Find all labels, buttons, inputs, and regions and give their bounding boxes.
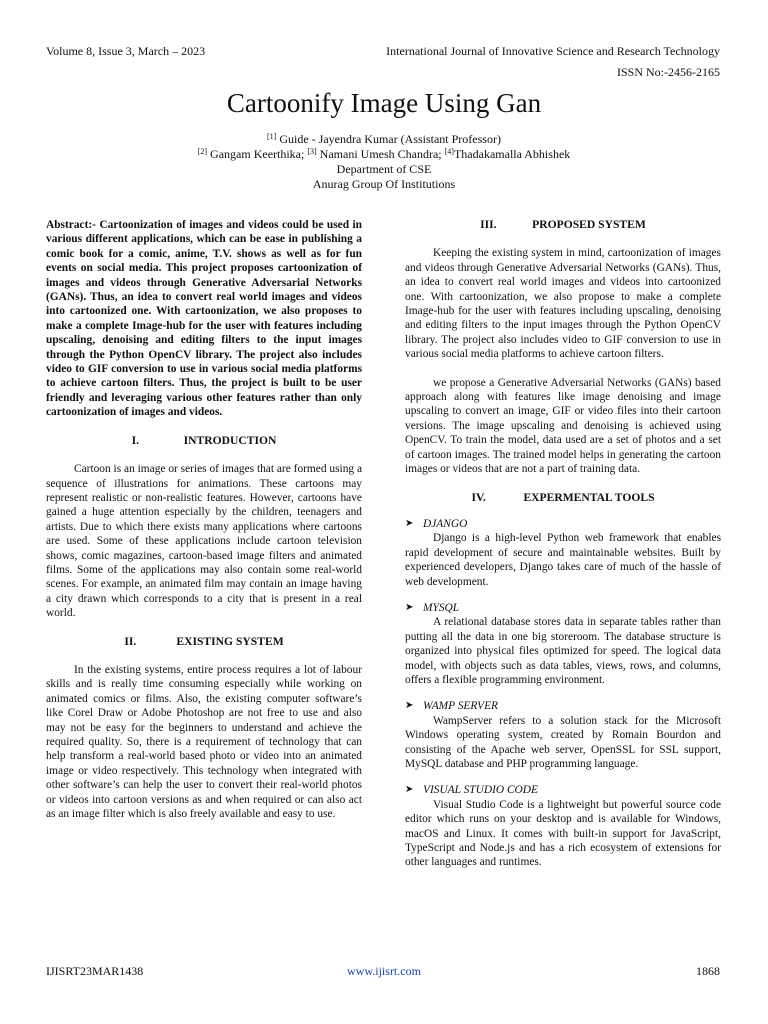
proposed-system-paragraph-1: Keeping the existing system in mind, cartoonization of images and videos through Generative Adversarial Networks (GANs). Thus, an idea to convert real world images and videos into cartoonized one. With cartoonization, we also propose to make a complete Image-hub for the user with features including upscaling, denoising and editing filters to the input images through the Python OpenCV library. The project also includes video to GIF conversion to use in various social media platforms to achieve cartoon filters. (405, 247, 721, 361)
section-heading-proposed-system (405, 218, 721, 232)
guide-line (0, 132, 768, 147)
author-2: Gangam Keerthika; (207, 147, 308, 161)
authors-line (0, 147, 768, 162)
tool-name: WAMP SERVER (423, 700, 499, 713)
arrowhead-bullet-icon: ➤ (405, 784, 414, 796)
page-number: 1868 (696, 964, 720, 978)
issn: ISSN No:-2456-2165 (616, 65, 720, 79)
tool-description: A relational database stores data in separate tables rather than putting all the data in one big storeroom. The database structure is organized into physical files optimized for speed. The logical data model, with objects such as data tables, views, rows, and columns, offers a flexible programming environment. (405, 616, 721, 686)
guide-name: Guide - Jayendra Kumar (Assistant Professor) (276, 132, 501, 146)
section-heading-tools (405, 491, 721, 505)
abstract: Abstract:- Cartoonization of images and videos could be used in various different applications, which can be ease in publishing a comic book for a comic, anime, T.V. shows as well as for fun events on social media. This project proposes cartoonization of images and videos through Generative Adversarial Networks (GANs). Thus, an idea to convert real world images and videos into cartoonized one. With cartoonization, we also proposes to make a complete Image-hub for the user with features including upscaling, denoising and editing filters to the input images through the Python OpenCV library. The project also includes video to GIF conversion to use in various social media platforms to achieve cartoon filters. Thus, the project is built to be user friendly and leveraging various other features rather than only cartoonization of images and videos. (46, 219, 362, 419)
arrowhead-bullet-icon: ➤ (405, 517, 414, 529)
author-4: Thadakamalla Abhishek (453, 147, 571, 161)
left-column (46, 218, 362, 821)
tool-description: WampServer refers to a solution stack for the Microsoft Windows operating system, created by Romain Bourdon and consisting of the Apache web server, OpenSSL for SSL support, MySQL database and PHP programming language. (405, 714, 721, 770)
author-ref-2: [2] (197, 147, 208, 156)
tool-heading (405, 699, 721, 713)
tool-description: Django is a high-level Python web framework that enables rapid development of secure and maintainable websites. Built by experienced developers, Django takes care of much of the hassle of web development. (405, 532, 721, 588)
section-title: PROPOSED SYSTEM (532, 218, 646, 231)
paper-id: IJISRT23MAR1438 (46, 964, 144, 978)
arrowhead-bullet-icon: ➤ (405, 700, 414, 712)
section-number: I. (131, 433, 140, 447)
tool-description: Visual Studio Code is a lightweight but powerful source code editor which runs on your desktop and is available for Windows, macOS and Linux. It comes with built-in support for JavaScript, TypeScript and Node.js and has a rich ecosystem of extensions for other languages and runtimes. (405, 798, 721, 869)
section-number: IV. (471, 490, 486, 504)
volume-info: Volume 8, Issue 3, March – 2023 (46, 44, 206, 58)
author-block (0, 132, 768, 192)
tool-item-mysql (405, 601, 721, 687)
author-ref-3: [3] (307, 147, 317, 156)
tool-name: DJANGO (423, 517, 468, 530)
arrowhead-bullet-icon: ➤ (405, 601, 414, 613)
section-heading-introduction (46, 434, 362, 448)
author-ref-1: [1] (267, 132, 277, 141)
section-number: II. (124, 634, 137, 648)
section-number: III. (480, 218, 497, 231)
tool-item-django (405, 517, 721, 589)
author-ref-4: [4] (444, 147, 454, 156)
introduction-paragraph: Cartoon is an image or series of images that are formed using a sequence of illustrations for animations. These cartoons may represent realistic or non-realistic features. However, cartoons have gained a huge attention especially by the children, teenagers and artists. Due to which there exists many applications where cartoons are used. Some of these applications include cartoon television shows, comic magazines, cartoon-based image filters and animated films. Some of the applications may also contain some real-world scenes. For example, an animated film may contain an image having a city drawn which corresponds to a city that is present in a real world. (46, 463, 362, 620)
institution: Anurag Group Of Institutions (312, 177, 456, 191)
website-link[interactable]: www.ijisrt.com (347, 964, 421, 978)
section-title: EXISTING SYSTEM (176, 634, 284, 648)
section-title: EXPERMENTAL TOOLS (523, 490, 655, 504)
existing-system-paragraph: In the existing systems, entire process requires a lot of labour skills and is really time consuming especially while working on animated comics or films. Also, the existing computer software’s like Corel Draw or Adobe Photoshop are not free to use and also may not be easy for the beginners to understand and achieve the required quality. So, there is a requirement of technology that can help transform a real-world based photo or video into an animated image or video respectively. This technology when integrated with other software’s can help the user to convert their real-world photos or videos into cartoon versions as and when required or can also act as an image filter which is also freely available and easy to use. (46, 663, 362, 821)
tool-name: VISUAL STUDIO CODE (423, 784, 538, 797)
journal-name: International Journal of Innovative Science and Research Technology (386, 44, 720, 58)
right-column (405, 218, 721, 870)
section-title: INTRODUCTION (183, 433, 277, 447)
tool-name: MYSQL (423, 601, 460, 614)
tool-heading (405, 783, 721, 797)
tool-heading (405, 601, 721, 615)
tool-item-wamp-server (405, 699, 721, 771)
department: Department of CSE (336, 162, 432, 176)
author-3: Namani Umesh Chandra; (316, 147, 445, 161)
section-heading-existing-system (46, 635, 362, 649)
proposed-system-paragraph-2: we propose a Generative Adversarial Networks (GANs) based approach along with features like image denoising and image upscaling to convert an image, GIF or video files into their cartoon versions. The image upscaling and denoising is achieved using OpenCV. To train the model, data used are a set of photos and a set of cartoon images. The trained model helps in generating the cartoon images or videos that are not a part of training data. (405, 376, 721, 476)
tool-heading (405, 517, 721, 531)
tool-item-visual-studio-code (405, 783, 721, 869)
paper-title: Cartoonify Image Using Gan (226, 88, 542, 118)
